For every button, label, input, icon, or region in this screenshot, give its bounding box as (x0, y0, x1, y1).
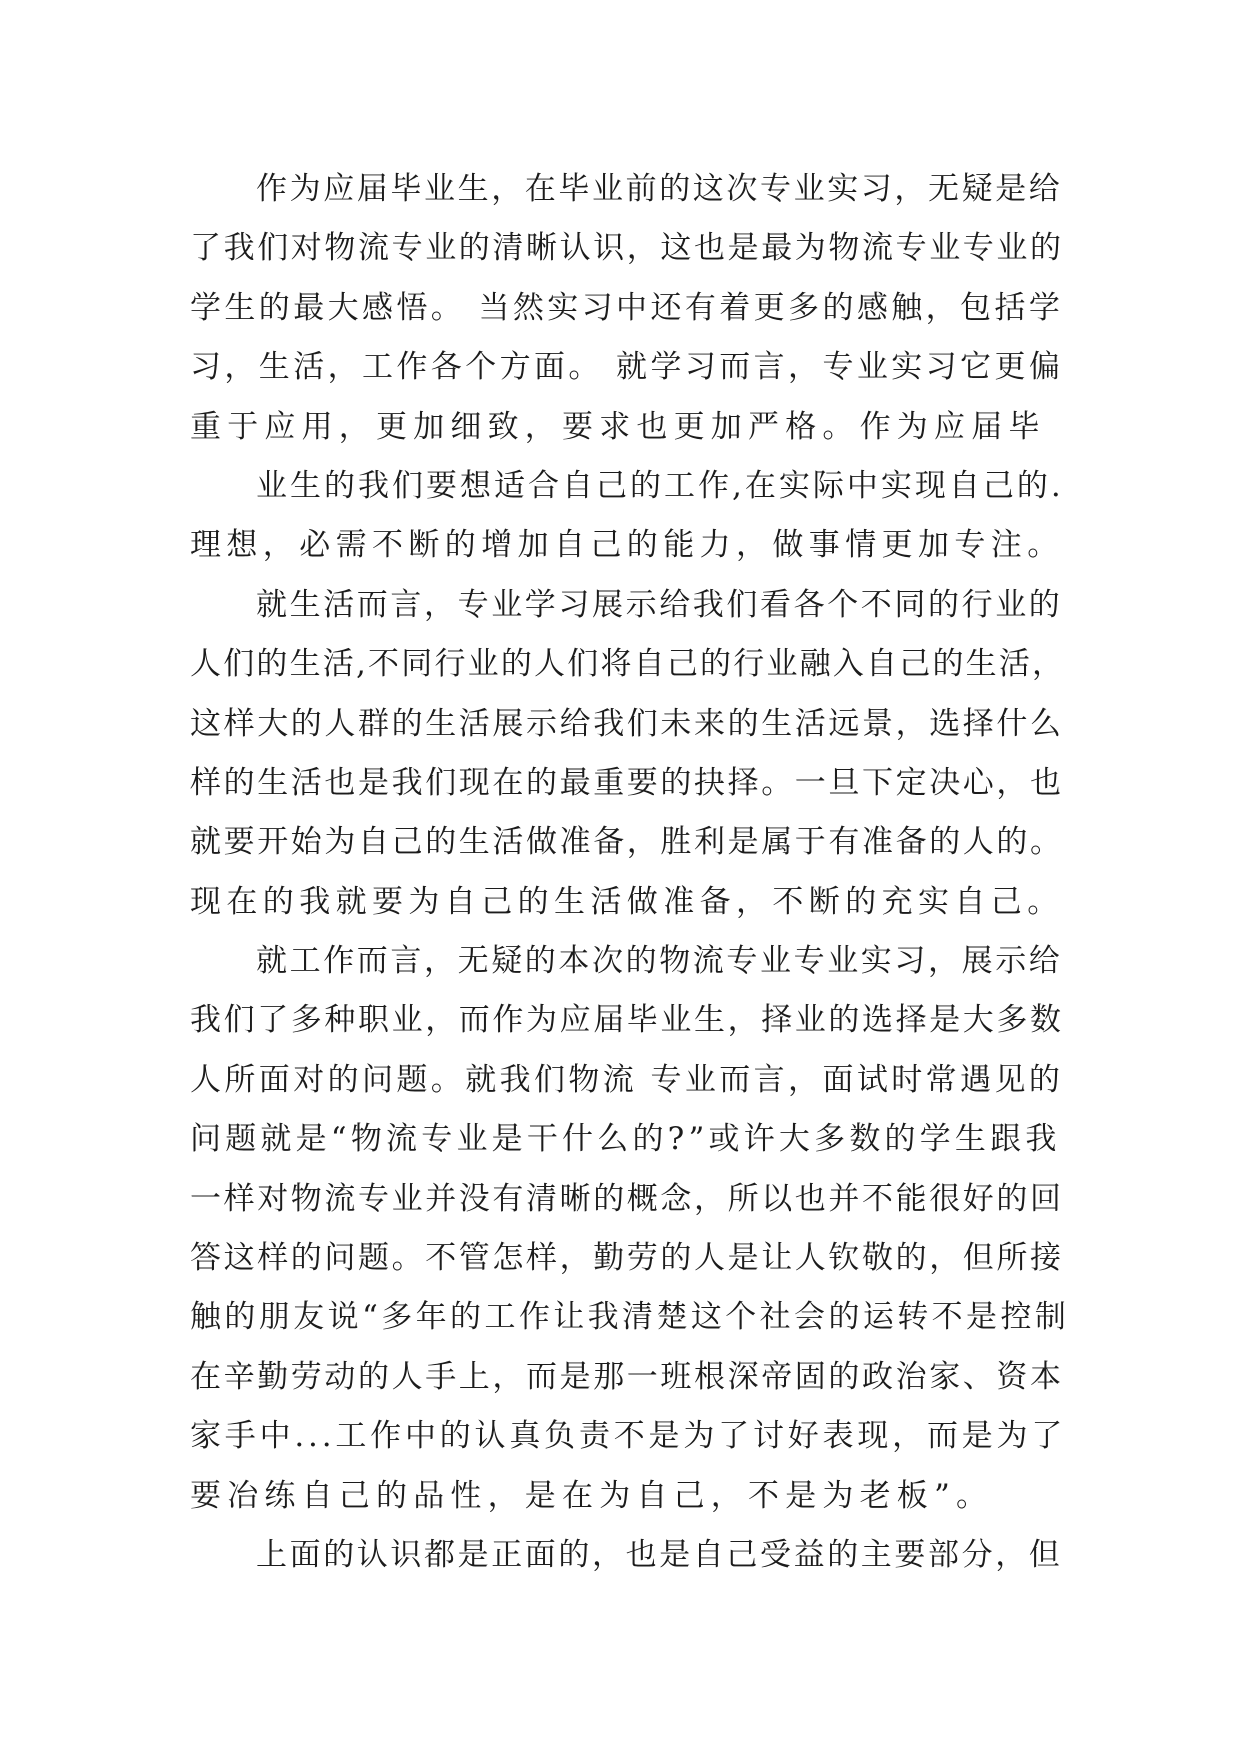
text-line: 作为应届毕业生，在毕业前的这次专业实习，无疑是给 (256, 171, 1063, 207)
paragraph-life-perspective (190, 576, 1070, 932)
text-line: 样的生活也是我们现在的最重要的抉择。一旦下定决心，也 (190, 764, 1064, 801)
text-line: 人所面对的问题。就我们物流 专业而言，面试时常遇见的 (190, 1061, 1064, 1098)
text-line: 学生的最大感悟。 当然实习中还有着更多的感触，包括学 (190, 289, 1064, 326)
text-line: 触的朋友说“多年的工作让我清楚这个社会的运转不是控制 (190, 1299, 1070, 1336)
text-line: 上面的认识都是正面的，也是自己受益的主要部分，但 (256, 1536, 1063, 1573)
paragraph-work-perspective (190, 932, 1070, 1526)
text-line: 家手中...工作中的认真负责不是为了讨好表现，而是为了 (190, 1418, 1067, 1455)
text-line: 在辛勤劳动的人手上，而是那一班根深帝固的政治家、资本 (190, 1358, 1064, 1395)
text-line: 就工作而言，无疑的本次的物流专业专业实习，展示给 (256, 943, 1063, 980)
text-line: 人们的生活,不同行业的人们将自己的行业融入自己的生活， (190, 646, 1066, 683)
text-line: 习，生活，工作各个方面。 就学习而言，专业实习它更偏 (190, 349, 1064, 386)
text-line: 现在的我就要为自己的生活做准备，不断的充实自己。 (190, 883, 1064, 920)
text-line: 一样对物流专业并没有清晰的概念，所以也并不能很好的回 (190, 1180, 1064, 1217)
text-line: 问题就是“物流专业是干什么的?”或许大多数的学生跟我 (190, 1121, 1061, 1158)
document-body (190, 160, 1070, 1585)
paragraph-conclusion-start (190, 1526, 1070, 1585)
text-line: 了我们对物流专业的清晰认识，这也是最为物流专业专业的 (190, 230, 1064, 267)
text-line: 重于应用，更加细致，要求也更加严格。作为应届毕 (190, 408, 1046, 445)
text-line: 这样大的人群的生活展示给我们未来的生活远景，选择什么 (190, 705, 1064, 742)
text-line: 我们了多种职业，而作为应届毕业生，择业的选择是大多数 (190, 1002, 1064, 1039)
text-line: 答这样的问题。不管怎样，勤劳的人是让人钦敬的，但所接 (190, 1240, 1064, 1277)
paragraph-graduate-ability (190, 457, 1070, 576)
text-line: 要冶练自己的品性，是在为自己，不是为老板”。 (190, 1477, 994, 1514)
text-line: 理想，必需不断的增加自己的能力，做事情更加专注。 (190, 527, 1064, 564)
text-line: 就生活而言，专业学习展示给我们看各个不同的行业的 (256, 586, 1063, 623)
text-line: 就要开始为自己的生活做准备，胜利是属于有准备的人的。 (190, 824, 1064, 861)
text-line: 业生的我们要想适合自己的工作,在实际中实现自己的. (256, 467, 1064, 504)
paragraph-internship-reflection (190, 160, 1070, 457)
